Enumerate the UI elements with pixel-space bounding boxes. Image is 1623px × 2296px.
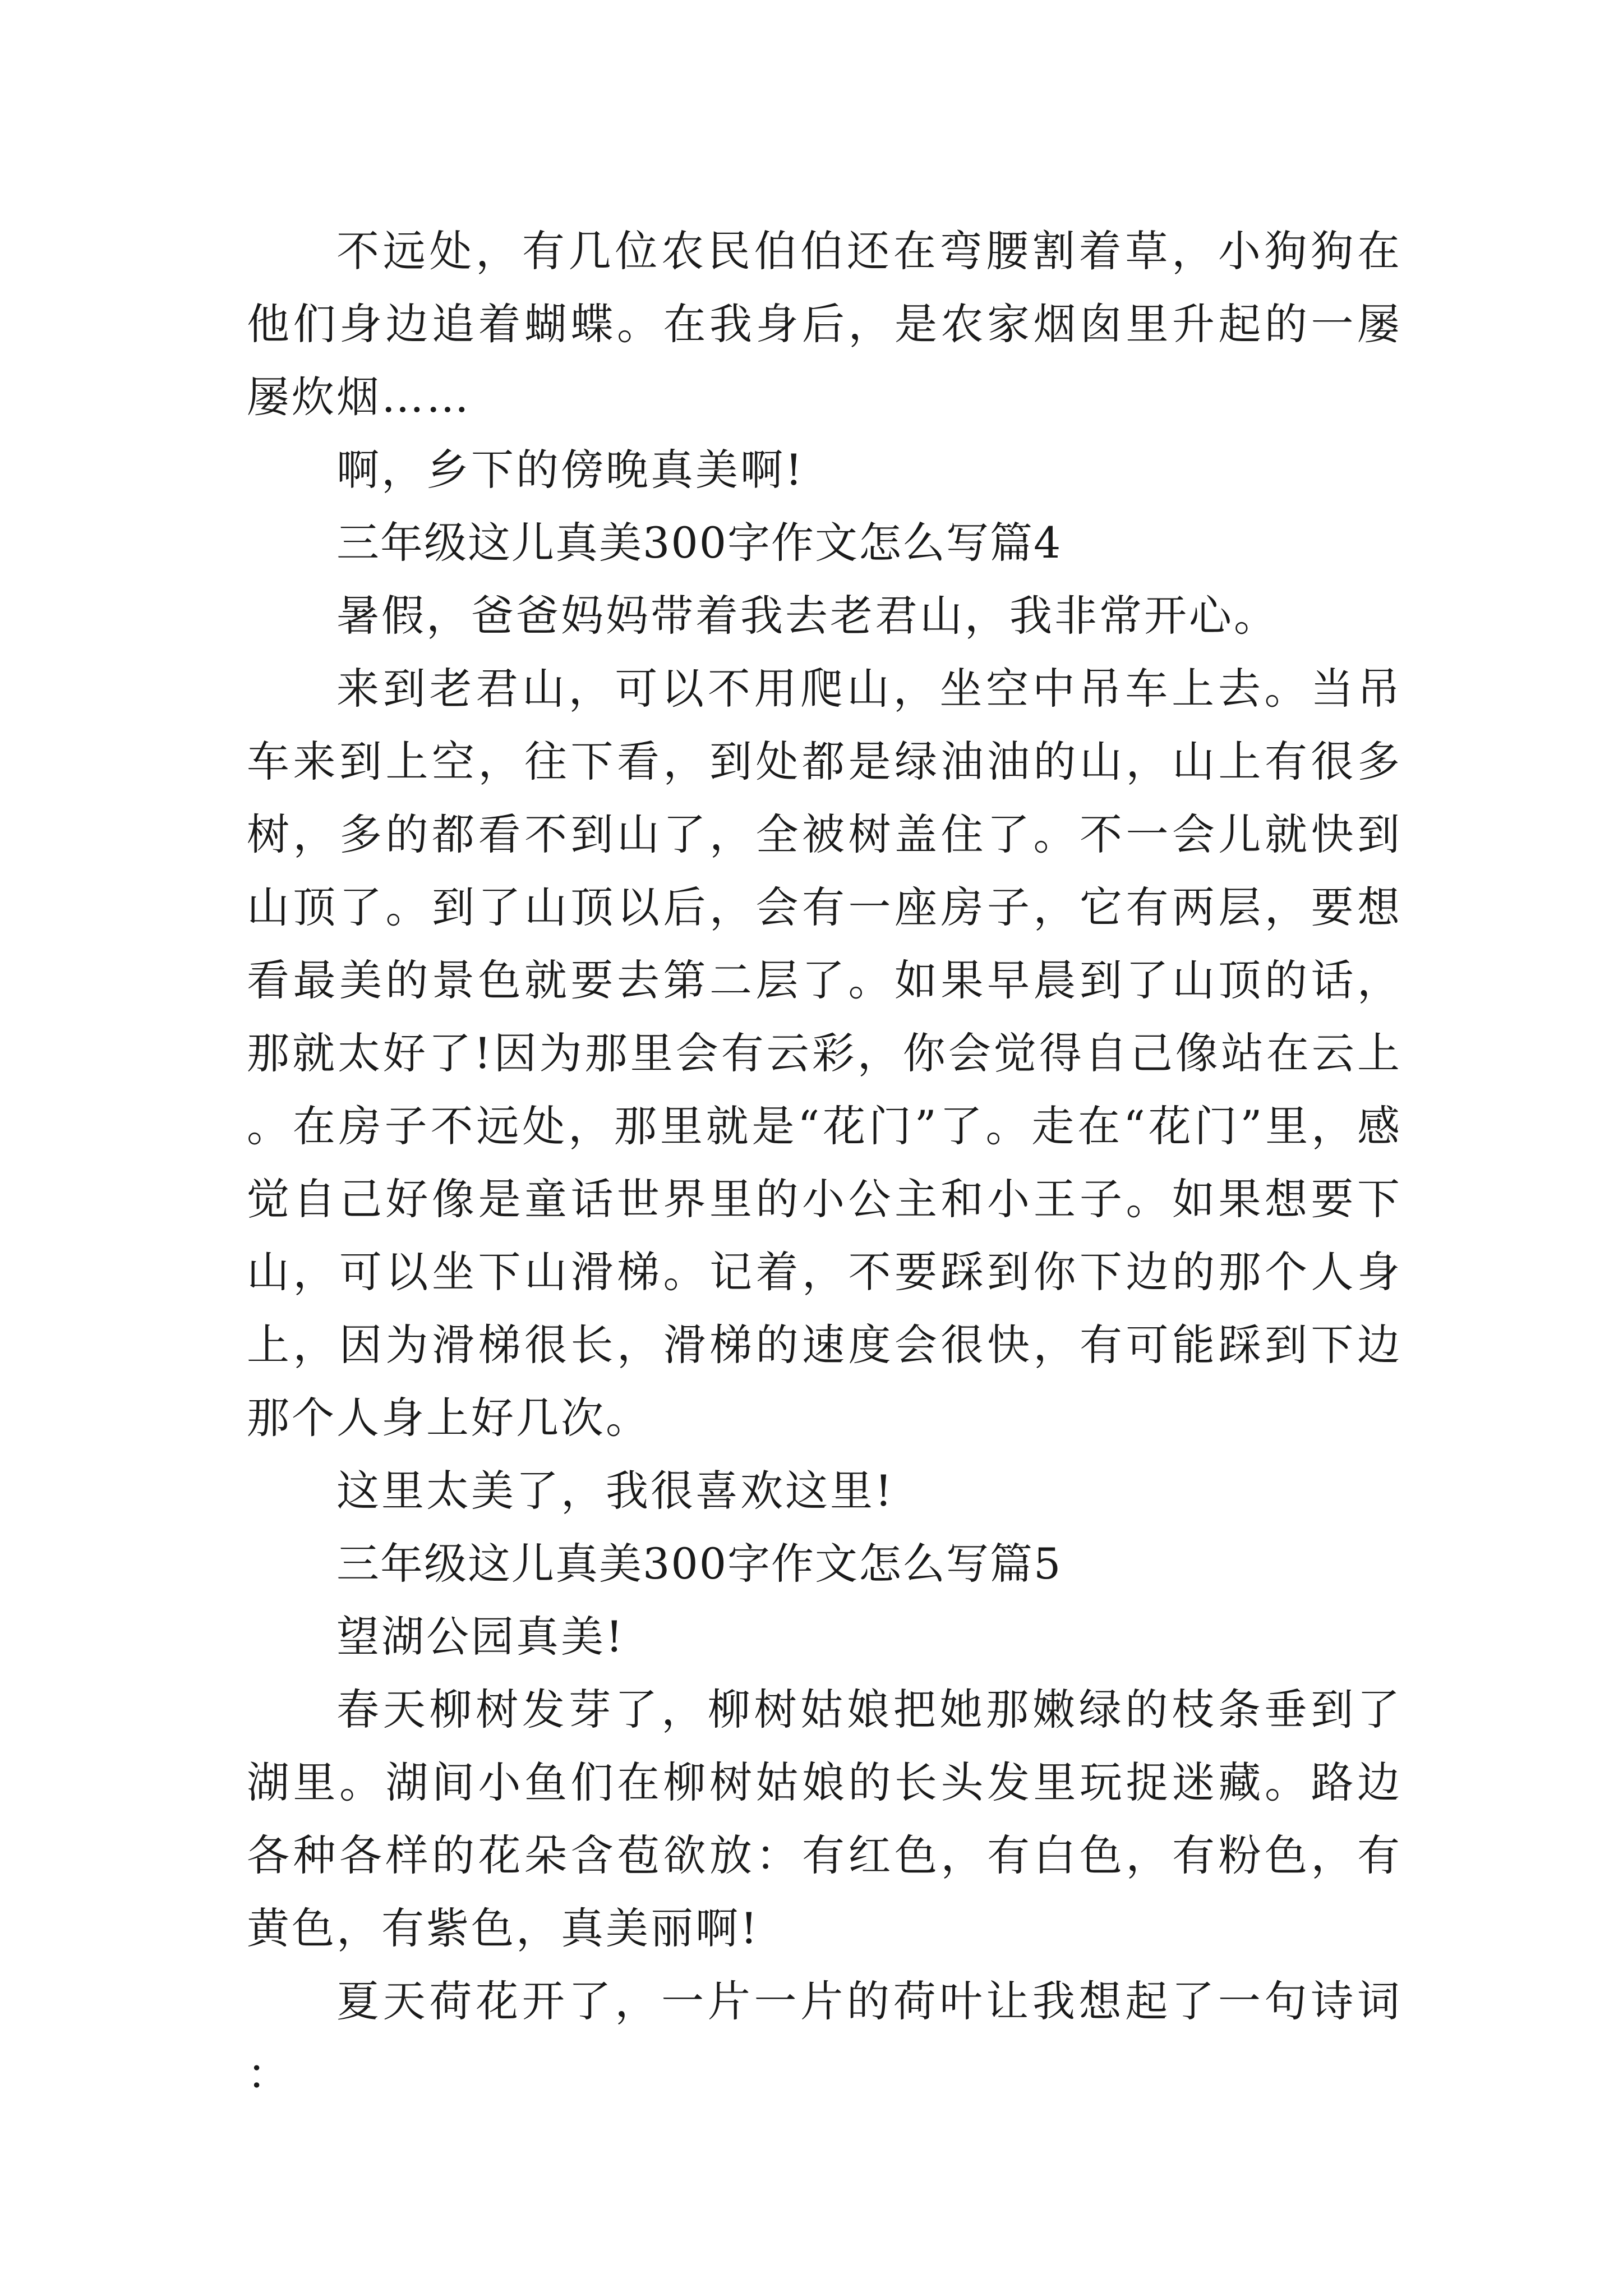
paragraph: 夏天荷花开了，一片一片的荷叶让我想起了一句诗词： bbox=[247, 1976, 1402, 2099]
paragraph: 望湖公园真美! bbox=[336, 1612, 625, 1662]
paragraph: 啊，乡下的傍晚真美啊! bbox=[336, 445, 805, 495]
paragraph: 不远处，有几位农民伯伯还在弯腰割着草，小狗狗在他们身边追着蝴蝶。在我身后，是农家烟囱里升起的一屡屡炊烟…… bbox=[247, 226, 1402, 422]
document-body bbox=[247, 215, 1402, 2111]
section-heading: 三年级这儿真美300字作文怎么写篇4 bbox=[336, 518, 1062, 568]
section-heading: 三年级这儿真美300字作文怎么写篇5 bbox=[336, 1539, 1062, 1589]
paragraph: 春天柳树发芽了，柳树姑娘把她那嫩绿的枝条垂到了湖里。湖间小鱼们在柳树姑娘的长头发里玩捉迷藏。路边各种各样的花朵含苞欲放：有红色，有白色，有粉色，有黄色，有紫色，真美丽啊! bbox=[247, 1685, 1402, 1953]
paragraph: 来到老君山，可以不用爬山，坐空中吊车上去。当吊车来到上空，往下看，到处都是绿油油的山，山上有很多树，多的都看不到山了，全被树盖住了。不一会儿就快到山顶了。到了山顶以后，会有一座房子，它有两层，要想看最美的景色就要去第二层了。如果早晨到了山顶的话，那就太好了!因为那里会有云彩，你会觉得自己像站在云上。在房子不远处，那里就是“花门”了。走在“花门”里，感觉自己好像是童话世界里的小公主和小王子。如果想要下山，可以坐下山滑梯。记着，不要踩到你下边的那个人身上，因为滑梯很长，滑梯的速度会很快，有可能踩到下边那个人身上好几次。 bbox=[247, 664, 1402, 1443]
paragraph: 这里太美了，我很喜欢这里! bbox=[336, 1466, 895, 1516]
paragraph: 暑假，爸爸妈妈带着我去老君山，我非常开心。 bbox=[336, 591, 1279, 641]
